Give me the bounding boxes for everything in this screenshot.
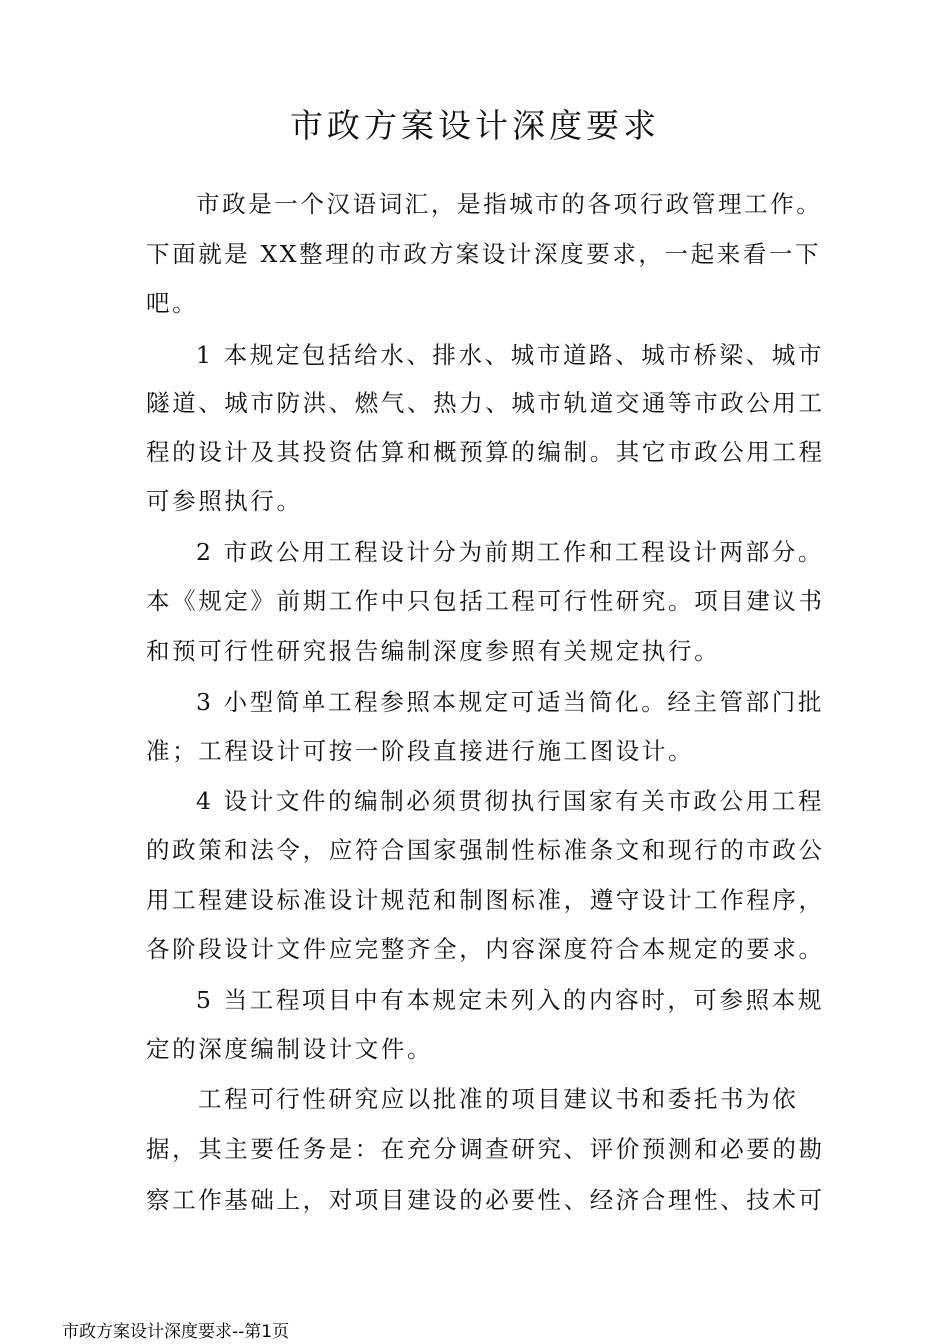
text-line: 的政策和法令，应符合国家强制性标准条文和现行的市政公 [146, 836, 825, 864]
text-line: 工程可行性研究应以批准的项目建议书和委托书为依 [198, 1085, 799, 1113]
text-line: 据，其主要任务是：在充分调查研究、评价预测和必要的勘 [146, 1135, 825, 1163]
page-title: 市政方案设计深度要求 [290, 106, 660, 145]
text-line: 各阶段设计文件应完整齐全，内容深度符合本规定的要求。 [146, 935, 825, 963]
text-line: 隧道、城市防洪、燃气、热力、城市轨道交通等市政公用工 [146, 389, 825, 417]
text-line: 2 市政公用工程设计分为前期工作和工程设计两部分。 [196, 538, 824, 566]
text-line: 和预可行性研究报告编制深度参照有关规定执行。 [146, 637, 721, 665]
text-line: 定的深度编制设计文件。 [146, 1035, 434, 1063]
text-line: 1 本规定包括给水、排水、城市道路、城市桥梁、城市 [196, 341, 824, 369]
text-line: 可参照执行。 [146, 487, 303, 515]
text-line: 准；工程设计可按一阶段直接进行施工图设计。 [146, 737, 695, 765]
text-line: 4 设计文件的编制必须贯彻执行国家有关市政公用工程 [196, 787, 824, 815]
text-line: 用工程建设标准设计规范和制图标准，遵守设计工作程序， [146, 886, 825, 914]
text-line: 下面就是 XX整理的市政方案设计深度要求，一起来看一下 [146, 240, 822, 268]
text-line: 市政是一个汉语词汇，是指城市的各项行政管理工作。 [196, 190, 823, 218]
text-line: 5 当工程项目中有本规定未列入的内容时，可参照本规 [196, 986, 824, 1014]
text-line: 察工作基础上，对项目建设的必要性、经济合理性、技术可 [146, 1186, 825, 1214]
page-footer: 市政方案设计深度要求--第1页 [62, 1322, 290, 1342]
text-line: 3 小型简单工程参照本规定可适当简化。经主管部门批 [196, 688, 824, 716]
text-line: 程的设计及其投资估算和概预算的编制。其它市政公用工程 [146, 438, 825, 466]
text-line: 吧。 [146, 289, 199, 317]
text-line: 本《规定》前期工作中只包括工程可行性研究。项目建议书 [146, 587, 825, 615]
